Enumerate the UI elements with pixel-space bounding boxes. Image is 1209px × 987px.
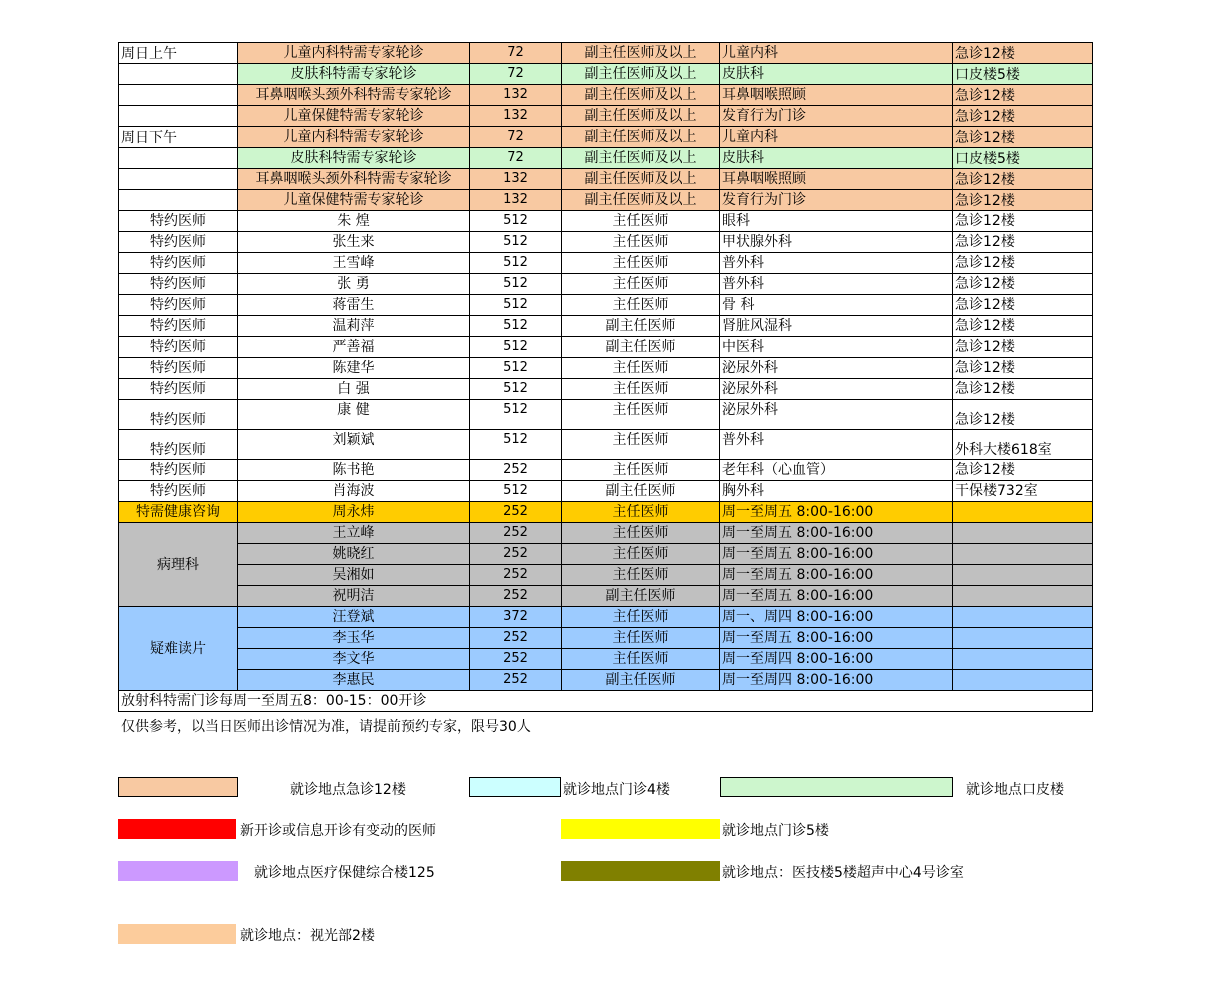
clinic-cell: 儿童内科特需专家轮诊 <box>238 127 470 148</box>
fee-cell: 132 <box>470 85 562 106</box>
location-cell: 急诊12楼 <box>953 85 1093 106</box>
clinic-cell: 耳鼻咽喉头颈外科特需专家轮诊 <box>238 169 470 190</box>
doctor-cell: 汪登斌 <box>238 607 470 628</box>
title-cell: 副主任医师及以上 <box>562 127 720 148</box>
location-cell: 急诊12楼 <box>953 295 1093 316</box>
doctor-cell: 王立峰 <box>238 523 470 544</box>
legend-swatch-peach <box>118 924 236 944</box>
title-cell: 主任医师 <box>562 379 720 400</box>
table-row <box>119 544 1093 565</box>
dept-cell: 皮肤科 <box>720 148 953 169</box>
title-cell: 副主任医师及以上 <box>562 148 720 169</box>
legend-label-op5: 就诊地点门诊5楼 <box>722 823 829 839</box>
legend-label-optometry: 就诊地点：视光部2楼 <box>240 928 375 944</box>
title-cell: 主任医师 <box>562 430 720 460</box>
fee-cell: 512 <box>470 316 562 337</box>
location-cell: 急诊12楼 <box>953 43 1093 64</box>
doctor-cell: 周永炜 <box>238 502 470 523</box>
doctor-cell: 李惠民 <box>238 670 470 691</box>
fee-cell: 512 <box>470 358 562 379</box>
location-cell: 急诊12楼 <box>953 169 1093 190</box>
title-cell: 主任医师 <box>562 544 720 565</box>
table-row <box>119 316 1093 337</box>
table-row <box>119 670 1093 691</box>
doctor-cell: 刘颖斌 <box>238 430 470 460</box>
legend-label-op4: 就诊地点门诊4楼 <box>563 782 670 798</box>
dept-cell: 胸外科 <box>720 481 953 502</box>
table-row <box>119 274 1093 295</box>
table-row <box>119 64 1093 85</box>
title-cell: 主任医师 <box>562 232 720 253</box>
legend-swatch-orange <box>118 777 238 797</box>
location-cell <box>953 565 1093 586</box>
table-row <box>119 232 1093 253</box>
location-cell: 外科大楼618室 <box>953 430 1093 460</box>
clinic-cell: 耳鼻咽喉头颈外科特需专家轮诊 <box>238 85 470 106</box>
title-cell: 副主任医师及以上 <box>562 43 720 64</box>
title-cell: 副主任医师 <box>562 481 720 502</box>
legend-label-dental: 就诊地点口皮楼 <box>966 782 1064 798</box>
title-cell: 主任医师 <box>562 523 720 544</box>
title-cell: 副主任医师及以上 <box>562 64 720 85</box>
fee-cell: 252 <box>470 670 562 691</box>
fee-cell: 512 <box>470 430 562 460</box>
doctor-cell: 姚晓红 <box>238 544 470 565</box>
location-cell: 口皮楼5楼 <box>953 148 1093 169</box>
location-cell: 急诊12楼 <box>953 253 1093 274</box>
dept-cell: 老年科（心血管） <box>720 460 953 481</box>
hours-cell: 周一至周五 8:00-16:00 <box>720 565 953 586</box>
session-cell <box>119 148 238 169</box>
title-cell: 副主任医师及以上 <box>562 190 720 211</box>
table-row <box>119 481 1093 502</box>
table-row <box>119 148 1093 169</box>
location-cell: 急诊12楼 <box>953 379 1093 400</box>
hours-cell: 周一至周五 8:00-16:00 <box>720 586 953 607</box>
location-cell: 干保楼732室 <box>953 481 1093 502</box>
table-row <box>119 169 1093 190</box>
hours-cell: 周一、周四 8:00-16:00 <box>720 607 953 628</box>
location-cell: 急诊12楼 <box>953 316 1093 337</box>
fee-cell: 72 <box>470 127 562 148</box>
table-row <box>119 379 1093 400</box>
disclaimer-note: 仅供参考，以当日医师出诊情况为准，请提前预约专家，限号30人 <box>121 719 531 735</box>
title-cell: 主任医师 <box>562 607 720 628</box>
title-cell: 主任医师 <box>562 628 720 649</box>
hours-cell: 周一至周五 8:00-16:00 <box>720 523 953 544</box>
table-row <box>119 400 1093 430</box>
pathology-group-cell: 病理科 <box>119 523 238 607</box>
doctor-cell: 王雪峰 <box>238 253 470 274</box>
type-cell: 特需健康咨询 <box>119 502 238 523</box>
dept-cell: 中医科 <box>720 337 953 358</box>
session-cell <box>119 190 238 211</box>
title-cell: 主任医师 <box>562 400 720 430</box>
table-row <box>119 358 1093 379</box>
title-cell: 副主任医师 <box>562 670 720 691</box>
doctor-cell: 温莉萍 <box>238 316 470 337</box>
title-cell: 副主任医师及以上 <box>562 85 720 106</box>
dept-cell: 耳鼻咽喉照顾 <box>720 85 953 106</box>
fee-cell: 72 <box>470 148 562 169</box>
fee-cell: 512 <box>470 481 562 502</box>
dept-cell: 普外科 <box>720 430 953 460</box>
type-cell: 特约医师 <box>119 430 238 460</box>
title-cell: 主任医师 <box>562 274 720 295</box>
type-cell: 特约医师 <box>119 316 238 337</box>
location-cell: 急诊12楼 <box>953 211 1093 232</box>
doctor-cell: 肖海波 <box>238 481 470 502</box>
dept-cell: 耳鼻咽喉照顾 <box>720 169 953 190</box>
location-cell: 急诊12楼 <box>953 232 1093 253</box>
legend-swatch-yellow <box>561 819 720 839</box>
fee-cell: 252 <box>470 565 562 586</box>
title-cell: 主任医师 <box>562 460 720 481</box>
hours-cell: 周一至周五 8:00-16:00 <box>720 502 953 523</box>
table-row <box>119 691 1093 712</box>
location-cell: 急诊12楼 <box>953 274 1093 295</box>
title-cell: 副主任医师 <box>562 586 720 607</box>
fee-cell: 132 <box>470 106 562 127</box>
doctor-cell: 康 健 <box>238 400 470 430</box>
type-cell: 特约医师 <box>119 400 238 430</box>
title-cell: 副主任医师及以上 <box>562 106 720 127</box>
type-cell: 特约医师 <box>119 358 238 379</box>
doctor-cell: 陈建华 <box>238 358 470 379</box>
hours-cell: 周一至周五 8:00-16:00 <box>720 544 953 565</box>
location-cell <box>953 502 1093 523</box>
fee-cell: 252 <box>470 628 562 649</box>
dept-cell: 泌尿外科 <box>720 379 953 400</box>
legend-label-er12: 就诊地点急诊12楼 <box>290 782 406 798</box>
doctor-cell: 李玉华 <box>238 628 470 649</box>
type-cell: 特约医师 <box>119 337 238 358</box>
table-row <box>119 565 1093 586</box>
title-cell: 副主任医师及以上 <box>562 169 720 190</box>
location-cell: 急诊12楼 <box>953 127 1093 148</box>
dept-cell: 普外科 <box>720 274 953 295</box>
fee-cell: 512 <box>470 295 562 316</box>
legend-swatch-red <box>118 819 236 839</box>
fee-cell: 512 <box>470 211 562 232</box>
fee-cell: 252 <box>470 502 562 523</box>
location-cell: 急诊12楼 <box>953 190 1093 211</box>
fee-cell: 252 <box>470 544 562 565</box>
clinic-cell: 皮肤科特需专家轮诊 <box>238 148 470 169</box>
doctor-cell: 蒋雷生 <box>238 295 470 316</box>
doctor-cell: 吴湘如 <box>238 565 470 586</box>
dept-cell: 骨 科 <box>720 295 953 316</box>
fee-cell: 132 <box>470 190 562 211</box>
table-row <box>119 430 1093 460</box>
dept-cell: 儿童内科 <box>720 43 953 64</box>
doctor-cell: 李文华 <box>238 649 470 670</box>
session-cell <box>119 64 238 85</box>
location-cell: 口皮楼5楼 <box>953 64 1093 85</box>
fee-cell: 132 <box>470 169 562 190</box>
location-cell <box>953 628 1093 649</box>
legend-swatch-purple <box>118 861 238 881</box>
clinic-cell: 皮肤科特需专家轮诊 <box>238 64 470 85</box>
table-row <box>119 211 1093 232</box>
legend-swatch-green <box>720 777 953 797</box>
title-cell: 主任医师 <box>562 253 720 274</box>
dept-cell: 儿童内科 <box>720 127 953 148</box>
table-row <box>119 628 1093 649</box>
legend-label-ultrasound: 就诊地点：医技楼5楼超声中心4号诊室 <box>722 865 964 881</box>
session-cell <box>119 106 238 127</box>
hours-cell: 周一至周四 8:00-16:00 <box>720 670 953 691</box>
table-row <box>119 649 1093 670</box>
location-cell <box>953 544 1093 565</box>
table-row <box>119 106 1093 127</box>
type-cell: 特约医师 <box>119 481 238 502</box>
fee-cell: 72 <box>470 43 562 64</box>
location-cell: 急诊12楼 <box>953 337 1093 358</box>
table-row <box>119 502 1093 523</box>
legend-swatch-olive <box>561 861 720 881</box>
doctor-cell: 张生来 <box>238 232 470 253</box>
fee-cell: 252 <box>470 649 562 670</box>
clinic-cell: 儿童内科特需专家轮诊 <box>238 43 470 64</box>
type-cell: 特约医师 <box>119 274 238 295</box>
session-cell <box>119 85 238 106</box>
title-cell: 主任医师 <box>562 502 720 523</box>
type-cell: 特约医师 <box>119 211 238 232</box>
dept-cell: 泌尿外科 <box>720 400 953 430</box>
table-row <box>119 190 1093 211</box>
type-cell: 特约医师 <box>119 232 238 253</box>
table-row <box>119 586 1093 607</box>
dept-cell: 发育行为门诊 <box>720 190 953 211</box>
fee-cell: 512 <box>470 232 562 253</box>
doctor-cell: 张 勇 <box>238 274 470 295</box>
dept-cell: 皮肤科 <box>720 64 953 85</box>
radiology-footer-cell: 放射科特需门诊每周一至周五8：00-15：00开诊 <box>119 691 1093 712</box>
location-cell: 急诊12楼 <box>953 400 1093 430</box>
fee-cell: 72 <box>470 64 562 85</box>
dept-cell: 泌尿外科 <box>720 358 953 379</box>
title-cell: 主任医师 <box>562 649 720 670</box>
fee-cell: 372 <box>470 607 562 628</box>
fee-cell: 252 <box>470 523 562 544</box>
doctor-cell: 白 强 <box>238 379 470 400</box>
table-row <box>119 295 1093 316</box>
type-cell: 特约医师 <box>119 253 238 274</box>
schedule-table <box>118 42 1093 712</box>
table-row <box>119 127 1093 148</box>
location-cell <box>953 523 1093 544</box>
title-cell: 副主任医师 <box>562 316 720 337</box>
type-cell: 特约医师 <box>119 379 238 400</box>
legend-label-new: 新开诊或信息开诊有变动的医师 <box>240 823 436 839</box>
session-cell: 周日上午 <box>119 43 238 64</box>
fee-cell: 252 <box>470 586 562 607</box>
table-row <box>119 607 1093 628</box>
clinic-cell: 儿童保健特需专家轮诊 <box>238 106 470 127</box>
location-cell <box>953 670 1093 691</box>
title-cell: 副主任医师 <box>562 337 720 358</box>
dept-cell: 眼科 <box>720 211 953 232</box>
dept-cell: 发育行为门诊 <box>720 106 953 127</box>
table-row <box>119 337 1093 358</box>
fee-cell: 512 <box>470 253 562 274</box>
fee-cell: 512 <box>470 400 562 430</box>
fee-cell: 512 <box>470 274 562 295</box>
table-row <box>119 460 1093 481</box>
type-cell: 特约医师 <box>119 460 238 481</box>
location-cell <box>953 607 1093 628</box>
dept-cell: 甲状腺外科 <box>720 232 953 253</box>
legend-swatch-cyan <box>469 777 561 797</box>
type-cell: 特约医师 <box>119 295 238 316</box>
doctor-cell: 朱 煌 <box>238 211 470 232</box>
table-row <box>119 85 1093 106</box>
location-cell: 急诊12楼 <box>953 358 1093 379</box>
location-cell: 急诊12楼 <box>953 106 1093 127</box>
hours-cell: 周一至周四 8:00-16:00 <box>720 649 953 670</box>
dept-cell: 肾脏风湿科 <box>720 316 953 337</box>
location-cell <box>953 586 1093 607</box>
title-cell: 主任医师 <box>562 358 720 379</box>
reading-group-cell: 疑难读片 <box>119 607 238 691</box>
fee-cell: 512 <box>470 379 562 400</box>
hours-cell: 周一至周五 8:00-16:00 <box>720 628 953 649</box>
legend-label-health: 就诊地点医疗保健综合楼125 <box>254 865 435 881</box>
dept-cell: 普外科 <box>720 253 953 274</box>
table-row <box>119 253 1093 274</box>
table-row <box>119 523 1093 544</box>
location-cell <box>953 649 1093 670</box>
doctor-cell: 严善福 <box>238 337 470 358</box>
fee-cell: 512 <box>470 337 562 358</box>
title-cell: 主任医师 <box>562 211 720 232</box>
session-cell <box>119 169 238 190</box>
session-cell: 周日下午 <box>119 127 238 148</box>
title-cell: 主任医师 <box>562 565 720 586</box>
table-row <box>119 43 1093 64</box>
doctor-cell: 陈书艳 <box>238 460 470 481</box>
clinic-cell: 儿童保健特需专家轮诊 <box>238 190 470 211</box>
fee-cell: 252 <box>470 460 562 481</box>
title-cell: 主任医师 <box>562 295 720 316</box>
doctor-cell: 祝明洁 <box>238 586 470 607</box>
location-cell: 急诊12楼 <box>953 460 1093 481</box>
